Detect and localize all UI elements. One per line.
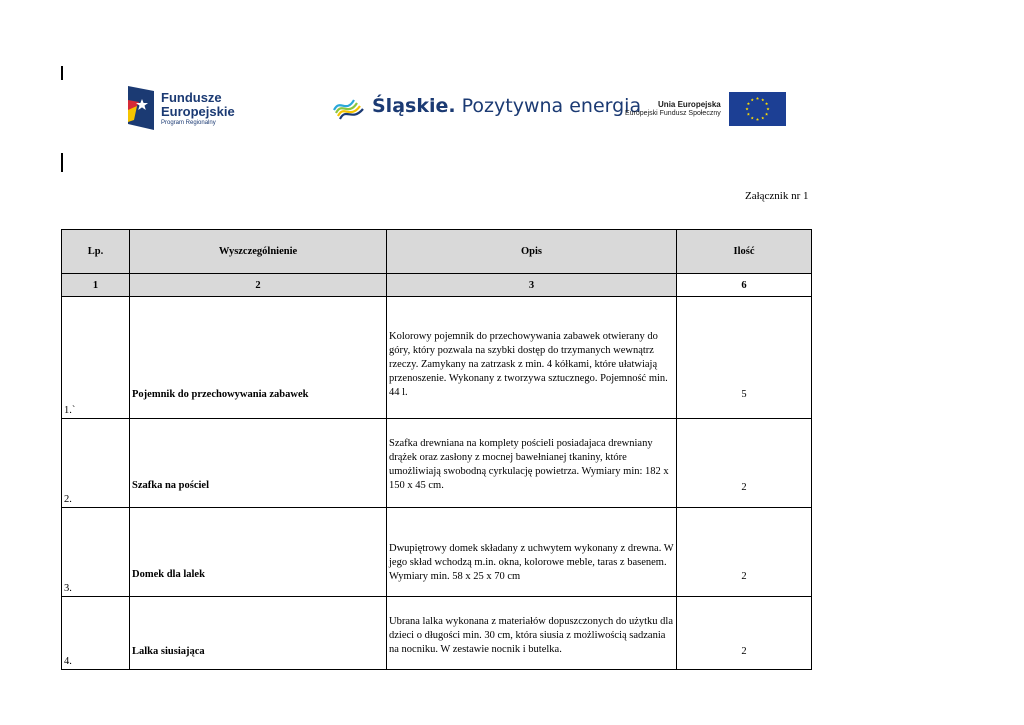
column-numbers-row — [62, 274, 812, 297]
eu-logo-line2: Europejski Fundusz Społeczny — [625, 109, 721, 117]
row-quantity: 5 — [677, 297, 812, 419]
table-row — [62, 297, 812, 419]
eu-logo-line1: Unia Europejska — [658, 100, 721, 109]
margin-mark — [61, 153, 63, 172]
table-row — [62, 419, 812, 508]
table-row — [62, 597, 812, 670]
row-description: Kolorowy pojemnik do przechowywania zabawek otwierany do góry, który pozwala na szybki dostęp do trzymanych wewnątrz rzeczy. Zamykany na zatrzask z min. 4 kółkami, które ułatwiają przenoszenie. Wykonany z tworzywa sztucznego. Pojemność min. 44 l. — [387, 297, 677, 419]
slaskie-tagline: Pozytywna energia — [455, 95, 642, 117]
margin-mark — [61, 66, 63, 80]
row-description: Szafka drewniana na komplety pościeli posiadajaca drewniany drążek oraz zasłony z mocnej bawełnianej tkaniny, które umożliwiają swobodną cyrkulację powietrza. Wymiary min: 182 x 150 x 45 cm. — [387, 419, 677, 508]
fundusze-europejskie-logo — [128, 86, 235, 130]
eu-flag-icon — [729, 92, 786, 126]
row-description: Dwupiętrowy domek składany z uchwytem wykonany z drewna. W jego skład wchodzą m.in. okna, kolorowe meble, taras z basenem. Wymiary min. 58 x 25 x 70 cm — [387, 508, 677, 597]
row-description: Ubrana lalka wykonana z materiałów dopuszczonych do użytku dla dzieci o długości min. 30 cm, która siusia z możliwością sadzania na nocniku. W zestawie nocnik i butelka. — [387, 597, 677, 670]
column-number: 6 — [677, 274, 812, 297]
row-lp: 3. — [62, 508, 130, 597]
items-table — [61, 229, 812, 670]
eu-logo — [625, 92, 786, 126]
row-name: Szafka na pościel — [130, 419, 387, 508]
attachment-label: Załącznik nr 1 — [745, 190, 809, 202]
row-quantity: 2 — [677, 508, 812, 597]
row-name: Domek dla lalek — [130, 508, 387, 597]
slaskie-logo — [332, 92, 641, 120]
column-number: 3 — [387, 274, 677, 297]
row-name: Pojemnik do przechowywania zabawek — [130, 297, 387, 419]
fe-logo-line3: Program Regionalny — [161, 119, 216, 126]
slaskie-waves-icon — [332, 92, 364, 120]
row-lp: 4. — [62, 597, 130, 670]
row-name: Lalka siusiająca — [130, 597, 387, 670]
row-quantity: 2 — [677, 419, 812, 508]
table-row — [62, 508, 812, 597]
header-description: Opis — [387, 230, 677, 274]
slaskie-slogan — [372, 95, 641, 117]
header-item: Wyszczególnienie — [130, 230, 387, 274]
header-quantity: Ilość — [677, 230, 812, 274]
fe-emblem-icon — [128, 86, 154, 130]
row-lp: 2. — [62, 419, 130, 508]
row-quantity: 2 — [677, 597, 812, 670]
fe-logo-line2: Europejskie — [161, 103, 235, 119]
fe-logo-line1: Fundusze — [161, 89, 222, 105]
slaskie-name: Śląskie. — [372, 95, 456, 117]
column-number: 1 — [62, 274, 130, 297]
header-row — [62, 230, 812, 274]
row-lp: 1.` — [62, 297, 130, 419]
header-lp: Lp. — [62, 230, 130, 274]
column-number: 2 — [130, 274, 387, 297]
